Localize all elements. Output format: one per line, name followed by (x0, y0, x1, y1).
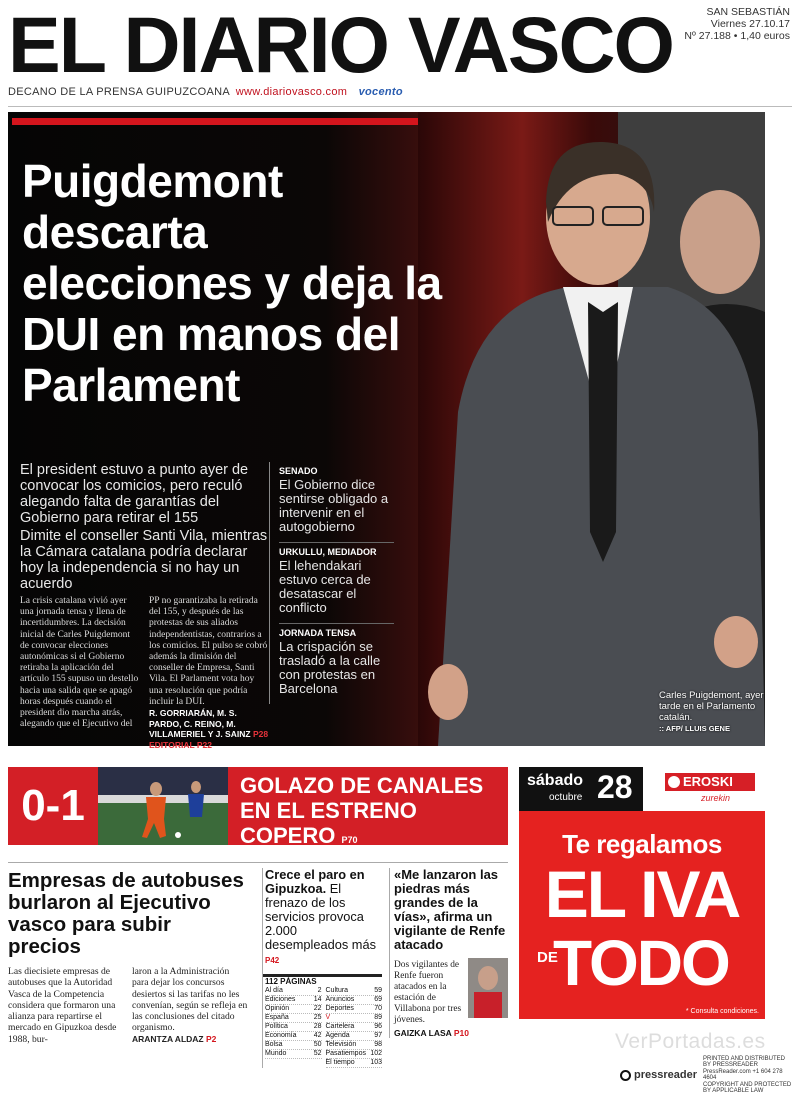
story-renfe-page-ref[interactable]: P10 (453, 1028, 469, 1038)
ad-day: sábado (527, 772, 584, 789)
masthead (8, 0, 792, 108)
index-row[interactable] (326, 996, 383, 1005)
index-row[interactable] (326, 1032, 383, 1041)
story-renfe-byline (394, 1028, 509, 1038)
pressreader-icon (620, 1070, 631, 1081)
index-section-name: Anuncios (325, 996, 355, 1003)
story-renfe-body: Dos vigilantes de Renfe fueron atacados en la estación de Villabona por tres jóvenes. (394, 960, 462, 1025)
ad-line-3: TODO (553, 927, 729, 999)
index-page-number: 59 (374, 987, 382, 994)
story-renfe-author: GAIZKA LASA (394, 1028, 452, 1038)
index-section-name: Cartelera (325, 1023, 355, 1030)
index-page-number: 28 (313, 1023, 322, 1030)
ad-date-number: 28 (597, 769, 633, 805)
index-page-number: 52 (313, 1050, 322, 1057)
sidebar-text: El Gobierno dice sentirse obligado a intervenir en el autogobierno (279, 477, 389, 534)
pressreader-info (703, 1056, 792, 1095)
index-row[interactable] (265, 1014, 322, 1023)
index-row[interactable] (326, 1059, 383, 1068)
index-page-number: 14 (313, 996, 322, 1003)
index-page-number: 102 (370, 1050, 382, 1057)
ad-line-3-small: DE (537, 949, 558, 966)
story-renfe[interactable] (389, 868, 509, 1038)
index-page-number: 89 (374, 1014, 382, 1021)
lead-byline (149, 708, 270, 750)
sidebar-item-senado[interactable] (279, 462, 394, 543)
tagline: DECANO DE LA PRENSA GUIPUZCOANA (8, 86, 230, 98)
story-paro-headline-bold: Crece el paro en Gipuzkoa. (265, 867, 365, 896)
edition-info (684, 6, 790, 42)
pressreader-line-1: PRINTED AND DISTRIBUTED BY PRESSREADER (703, 1055, 786, 1068)
index-row[interactable] (326, 1023, 383, 1032)
index-column-right (326, 987, 383, 1068)
index-section-name: Política (265, 1023, 288, 1030)
sidebar-item-jornada[interactable] (279, 624, 394, 704)
lead-headline[interactable]: Puigdemont descarta elecciones y deja la DUI en manos del Parlament (22, 155, 442, 411)
index-section-name: El tiempo (325, 1059, 355, 1066)
index-section-name: Bolsa (265, 1041, 283, 1048)
eroski-advertisement[interactable] (519, 767, 765, 1019)
index-column-left (265, 987, 322, 1068)
story-paro-headline[interactable] (263, 868, 382, 968)
index-page-number: 2 (317, 987, 322, 994)
index-section-name: Mundo (265, 1050, 287, 1057)
sidebar-item-urkullu[interactable] (279, 543, 394, 624)
match-score: 0-1 (21, 781, 85, 830)
photo-caption (659, 690, 764, 734)
eroski-slogan: zurekin (701, 793, 731, 803)
index-title: 112 PÁGINAS (265, 977, 317, 986)
index-page-number: 69 (374, 996, 382, 1003)
story-paro-headline-rest: El frenazo de los servicios provoca 2.000 desempleados más (265, 881, 376, 952)
lead-byline-authors: R. GORRIARÁN, M. S. PARDO, C. REINO, M. VILLAMERIEL Y J. SAINZ (149, 708, 251, 740)
lead-body-col-1: La crisis catalana vivió ayer una jornada tensa y llena de incertidumbres. La decisión inicial de Carles Puigdemont de convocar elecciones autonómicas si el Gobierno retiraba la aplicación del artículo 155 supuso un destello hacia una salida que se apagó horas después cuando el president dio marcha atrás, alegando que el Ejecutivo del (20, 596, 139, 730)
photo-credit: :: AFP/ LLUIS GENE (659, 724, 730, 733)
index-page-number: 42 (313, 1032, 322, 1039)
edition-number-price: Nº 27.188 • 1,40 euros (684, 30, 790, 42)
index-section-name: Opinión (265, 1005, 290, 1012)
lead-body-col-2 (149, 596, 270, 750)
index-page-number: 98 (374, 1041, 382, 1048)
index-page-number: 25 (313, 1014, 322, 1021)
ad-line-2: EL IVA (544, 857, 740, 931)
lead-deck (20, 462, 270, 594)
group-logo: vocento (358, 86, 403, 98)
index-section-name: España (265, 1014, 289, 1021)
index-section-name: Agenda (325, 1032, 350, 1039)
index-row[interactable] (265, 996, 322, 1005)
index-section-name: Televisión (325, 1041, 357, 1048)
sport-headline-text: GOLAZO DE CANALES EN EL ESTRENO COPERO (240, 773, 484, 848)
masthead-rule (8, 106, 792, 107)
ad-month: octubre (549, 792, 583, 803)
sport-photo (98, 767, 228, 845)
deck-paragraph-2: Dimite el conseller Santi Vila, mientras la Cámara catalana podría declarar hoy la independencia si no hay un acuerdo (20, 528, 268, 592)
pressreader-logo (620, 1069, 697, 1081)
story-buses-body (8, 966, 248, 1045)
index-page-number: 97 (374, 1032, 382, 1039)
section-index (263, 974, 382, 1068)
sidebar-kicker: URKULLU, MEDIADOR (279, 547, 377, 557)
index-section-name: Al día (265, 987, 283, 994)
eroski-logo: EROSKI (665, 773, 755, 791)
ad-date-block (519, 767, 643, 811)
index-page-number: 96 (374, 1023, 382, 1030)
index-row[interactable] (265, 1023, 322, 1032)
story-buses-col-2 (132, 966, 248, 1045)
ad-footnote: * Consulta condiciones. (685, 1008, 759, 1015)
story-paro-page-ref[interactable]: P42 (265, 956, 280, 965)
index-section-name: Cultura (325, 987, 349, 994)
ad-header (519, 767, 765, 811)
index-page-number: 22 (313, 1005, 322, 1012)
index-row[interactable] (265, 1050, 322, 1059)
index-row[interactable] (326, 987, 383, 996)
index-section-name: Ediciones (265, 996, 296, 1003)
ad-line-1: Te regalamos (562, 829, 722, 859)
index-row[interactable] (265, 1032, 322, 1041)
watermark: VerPortadas.es (615, 1030, 766, 1053)
story-renfe-headline[interactable]: «Me lanzaron las piedras más grandes de la vías», afirma un vigilante de Renfe atacado (394, 867, 506, 952)
pressreader-footer (620, 1055, 792, 1094)
website-link[interactable]: www.diariovasco.com (235, 86, 348, 98)
index-grid (265, 987, 382, 1068)
pressreader-line-2: PressReader.com +1 604 278 4604 (703, 1068, 783, 1081)
sidebar-kicker: JORNADA TENSA (279, 628, 357, 638)
lead-photo (418, 112, 765, 746)
index-row[interactable] (326, 1014, 383, 1023)
section-separator (8, 862, 508, 863)
index-section-name: Pasatiempos (325, 1050, 366, 1057)
sidebar-kicker: SENADO (279, 466, 318, 476)
caption-text: Carles Puigdemont, ayer tarde en el Parlamento catalán. (659, 690, 764, 723)
story-buses-page-ref[interactable]: P2 (205, 1033, 217, 1044)
deck-paragraph-1: El president estuvo a punto ayer de convocar los comicios, pero reculó alegando falta de garantías del Gobierno para retirar el 155 (20, 462, 249, 526)
index-page-number: 103 (370, 1059, 382, 1066)
accent-bar (12, 118, 448, 125)
pressreader-line-3: COPYRIGHT AND PROTECTED BY APPLICABLE LAW (703, 1081, 792, 1094)
index-row[interactable] (326, 1005, 383, 1014)
sport-teaser[interactable] (8, 767, 508, 848)
lead-byline-pages[interactable]: P28 EDITORIAL P22 (149, 729, 269, 750)
pressreader-name: pressreader (634, 1069, 697, 1081)
index-section-name: Deportes (325, 1005, 354, 1012)
newspaper-logo[interactable]: EL DIARIO VASCO (8, 0, 673, 89)
story-buses-headline[interactable]: Empresas de autobuses burlaron al Ejecutivo vasco para subir precios (8, 869, 244, 958)
story-paro[interactable] (262, 868, 382, 1068)
story-buses-col-1: Las diecisiete empresas de autobuses que la Autoridad Vasca de la Competencia considera que formaron una alianza para repartirse el mercado en Gipuzkoa desde 1988, bur- (8, 966, 117, 1045)
lead-sidebar (269, 462, 394, 704)
story-buses-byline (132, 1034, 248, 1045)
index-section-name: Economía (265, 1032, 297, 1039)
index-row[interactable] (265, 1005, 322, 1014)
lead-story[interactable] (8, 112, 765, 750)
story-buses-author: ARANTZA ALDAZ (132, 1033, 204, 1044)
lead-body (20, 596, 270, 750)
index-page-number: 50 (313, 1041, 322, 1048)
index-page-number: 70 (374, 1005, 382, 1012)
story-buses[interactable] (8, 870, 248, 1045)
story-renfe-photo (468, 958, 508, 1018)
sport-page-ref[interactable]: P70 (341, 835, 358, 845)
sidebar-text: La crispación se trasladó a la calle con protestas en Barcelona (279, 639, 381, 696)
index-row[interactable] (326, 1050, 383, 1059)
index-row[interactable] (265, 987, 322, 996)
sidebar-text: El lehendakari estuvo cerca de desatascar el conflicto (279, 558, 371, 615)
lead-body-col-2-text: PP no garantizaba la retirada del 155, y después de las protestas de sus aliados independentistas, contrarios a los comicios. El pulso se cobró además la dimisión del conseller de Empresa, Santi Vila. El Parlament vota hoy una resolución que podría incluir la DUI. (149, 596, 268, 707)
index-row[interactable] (265, 1041, 322, 1050)
tagline-row (8, 86, 403, 98)
index-row[interactable] (326, 1041, 383, 1050)
edition-city: SAN SEBASTIÁN (706, 6, 790, 18)
index-section-name: V (325, 1014, 331, 1021)
sport-headline (240, 773, 504, 853)
edition-date: Viernes 27.10.17 (710, 18, 790, 30)
eroski-logo-icon (668, 776, 680, 788)
story-buses-col-2-text: laron a la Administración para dejar los concursos desiertos si las tarifas no les convenían, según se refleja en las conclusiones del citado organismo. (132, 966, 248, 1034)
